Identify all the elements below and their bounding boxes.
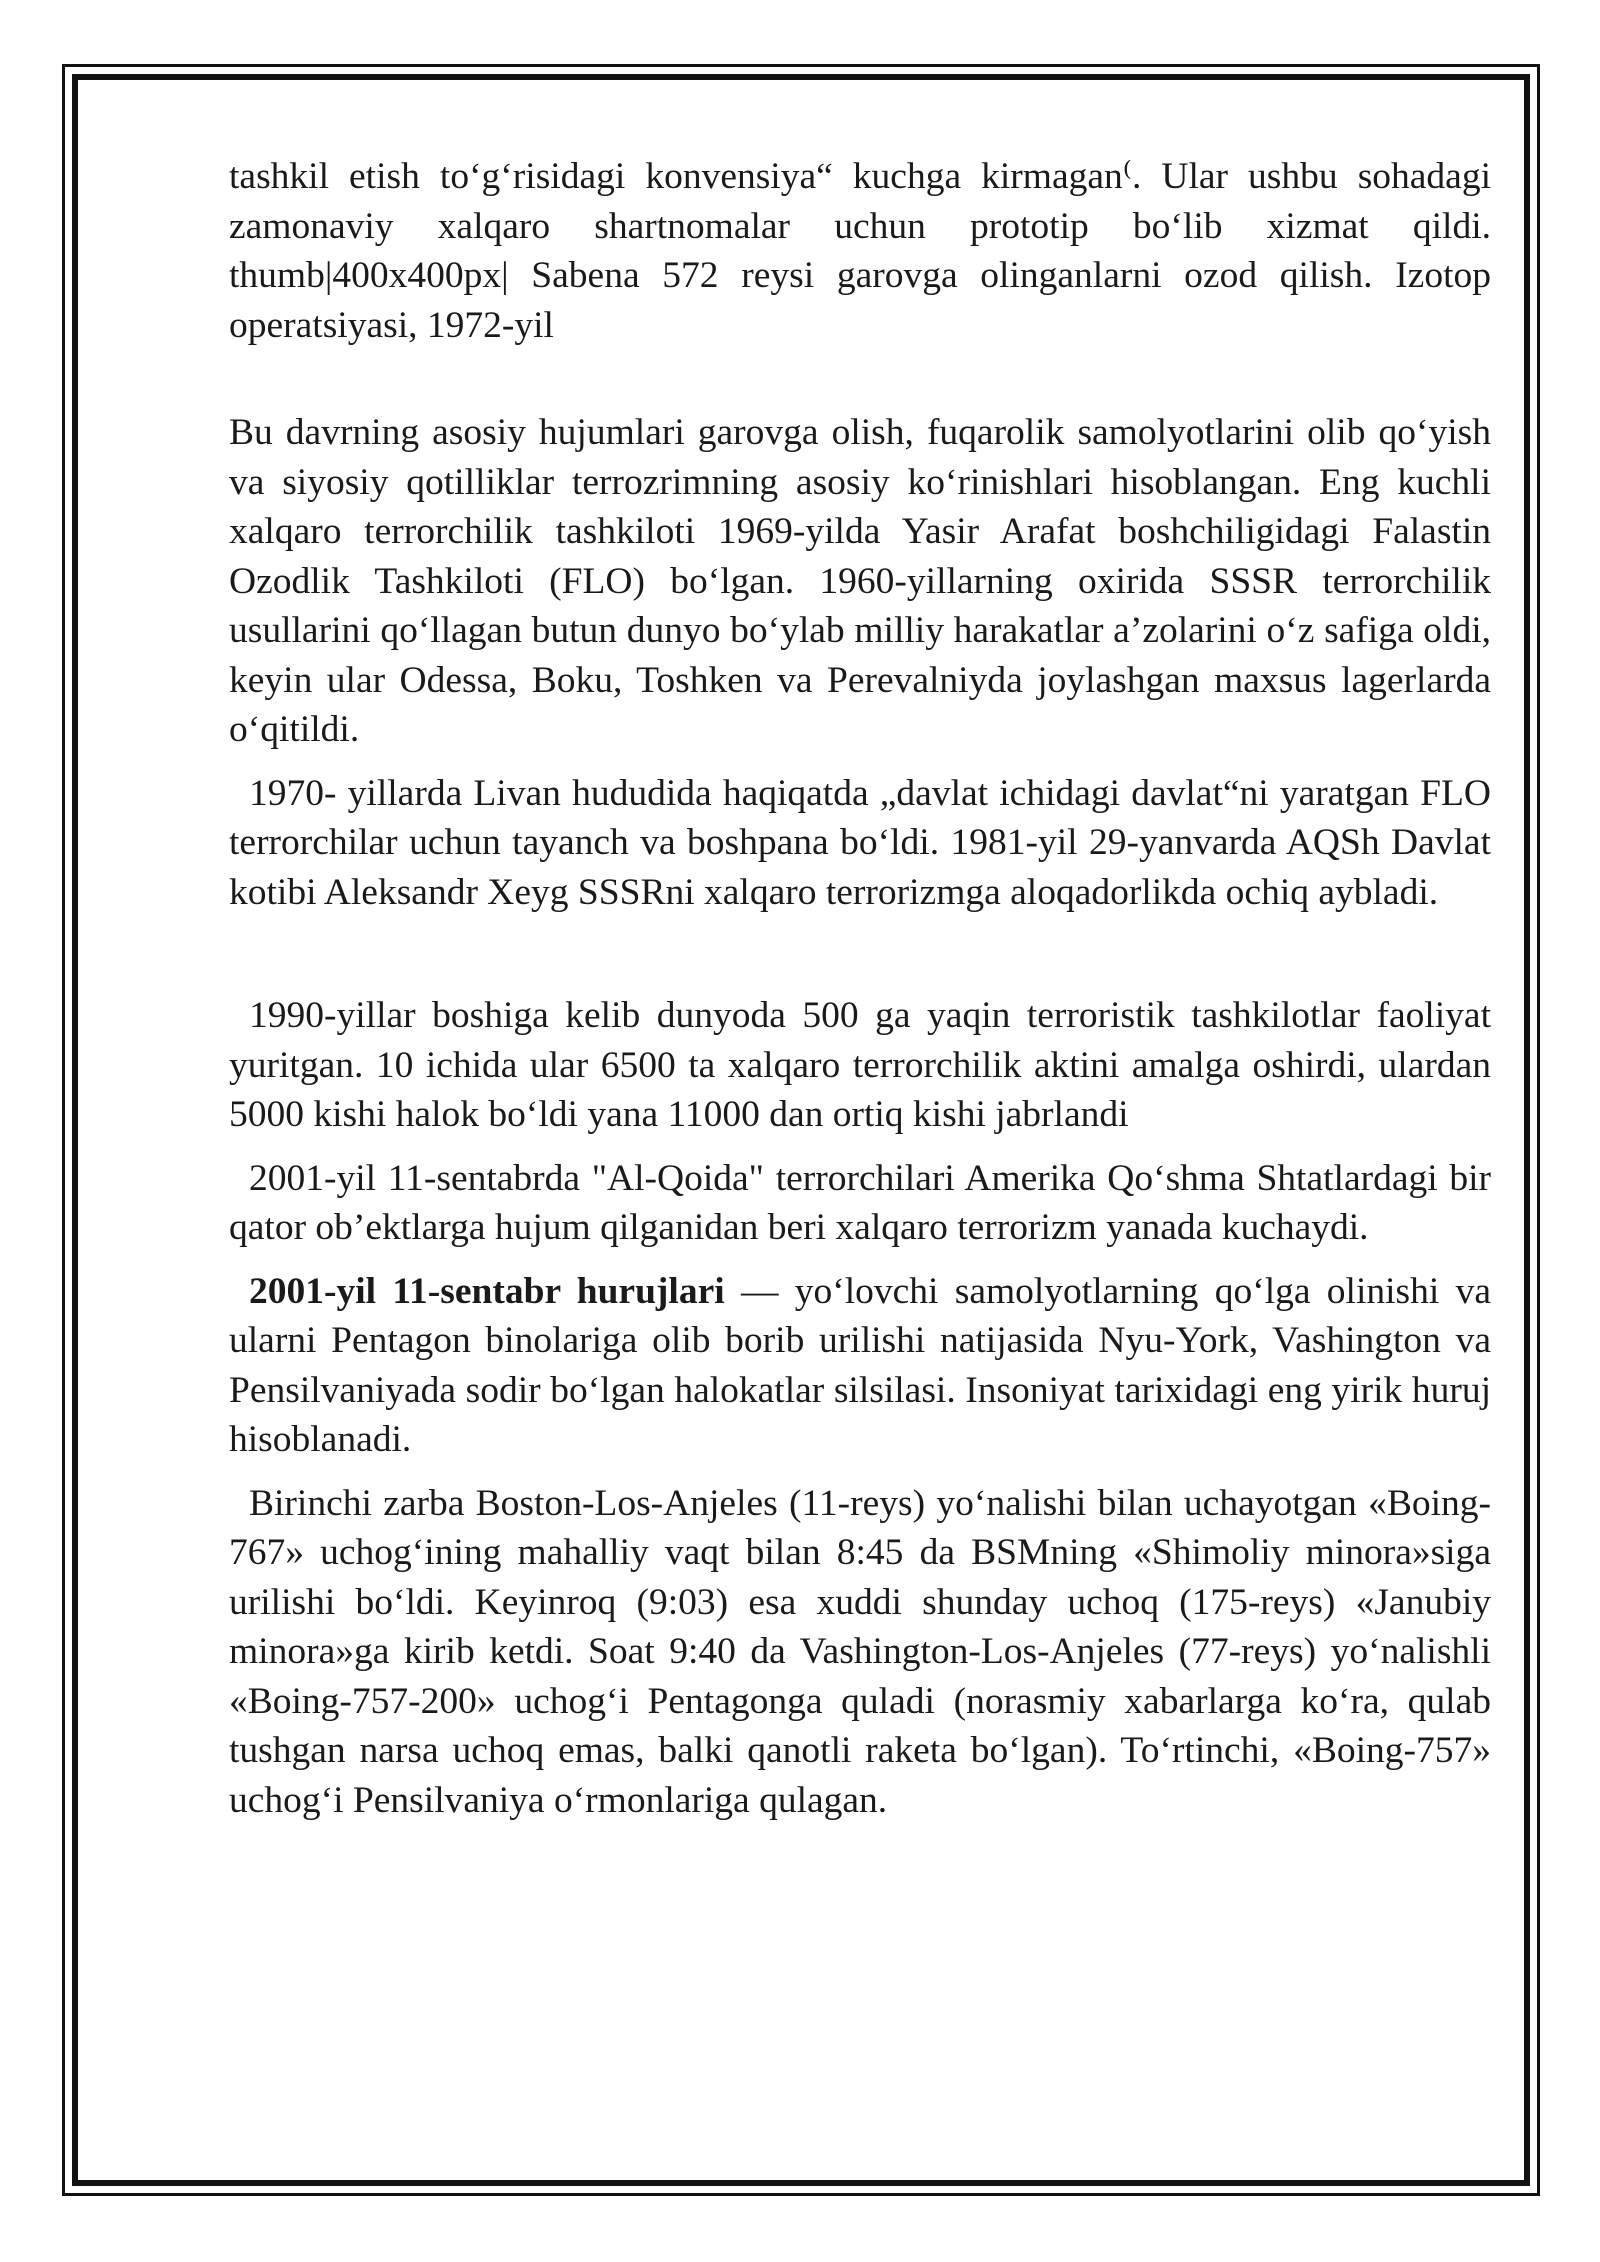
paragraph-convention-note: tashkil etish toʻgʻrisidagi konvensiya“ kuchga kirmagan⁽. Ular ushbu sohadagi zamonaviy xalqaro shartnomalar uchun prototip boʻlib xizmat qildi. thumb|400x400px| Sabena 572 reysi garovga olinganlarni ozod qilish. Izotop operatsiyasi, 1972-yil bbox=[229, 156, 1491, 346]
paragraph-1970s-lebanon: 1970- yillarda Livan hududida haqiqatda „davlat ichidagi davlat“ni yaratgan FLO terrorchilar uchun tayanch va boshpana boʻldi. 1981-yil 29-yanvarda AQSh Davlat kotibi Aleksandr Xeyg SSSRni xalqaro terrorizmga aloqadorlikda ochiq aybladi. bbox=[229, 772, 1491, 913]
paragraph-september-11 bbox=[229, 1267, 1491, 1465]
paragraph-main-attacks: Bu davrning asosiy hujumlari garovga olish, fuqarolik samolyotlarini olib qoʻyish va siyosiy qotilliklar terrozrimning asosiy koʻrinishlari hisoblangan. Eng kuchli xalqaro terrorchilik tashkiloti 1969-yilda Yasir Arafat boshchiligidagi Falastin Ozodlik Tashkiloti (FLO) boʻlgan. 1960-yillarning oxirida SSSR terrorchilik usullarini qoʻllagan butun dunyo boʻylab milliy harakatlar aʼzolarini oʻz safiga oldi, keyin ular Odessa, Boku, Toshken va Perevalniyda joylashgan maxsus lagerlarda oʻqitildi. bbox=[229, 412, 1491, 750]
paragraph-attack-timeline: Birinchi zarba Boston-Los-Anjeles (11-reys) yoʻnalishi bilan uchayotgan «Boing-767» uchogʻining mahalliy vaqt bilan 8:45 da BSMning «Shimoliy minora»siga urilishi boʻldi. Keyinroq (9:03) esa xuddi shunday uchoq (175-reys) «Janubiy minora»ga kirib ketdi. Soat 9:40 da Vashington-Los-Anjeles (77-reys) yoʻnalishli «Boing-757-200» uchogʻi Pentagonga quladi (norasmiy xabarlarga koʻra, qulab tushgan narsa uchoq emas, balki qanotli raketa boʻlgan). Toʻrtinchi, «Boing-757» uchogʻi Pensilvaniya oʻrmonlariga qulagan. bbox=[229, 1482, 1491, 1821]
document-body bbox=[229, 152, 1491, 1825]
september-11-description: — yoʻlovchi samolyotlarning qoʻlga olinishi va ularni Pentagon binolariga olib borib urilishi natijasida Nyu-York, Vashington va Pensilvaniyada sodir boʻlgan halokatlar silsilasi. Insoniyat tarixidagi eng yirik huruj hisoblanadi. bbox=[229, 1270, 1491, 1460]
paragraph-al-qaeda: 2001-yil 11-sentabrda "Al-Qoida" terrorchilari Amerika Qoʻshma Shtatlardagi bir qator obʼektlarga hujum qilganidan beri xalqaro terrorizm yanada kuchaydi. bbox=[229, 1157, 1491, 1248]
paragraph-1990s-organizations: 1990-yillar boshiga kelib dunyoda 500 ga yaqin terroristik tashkilotlar faoliyat yuritgan. 10 ichida ular 6500 ta xalqaro terrorchilik aktini amalga oshirdi, ulardan 5000 kishi halok boʻldi yana 11000 dan ortiq kishi jabrlandi bbox=[229, 995, 1491, 1135]
september-11-heading: 2001-yil 11-sentabr hurujlari bbox=[249, 1270, 725, 1312]
